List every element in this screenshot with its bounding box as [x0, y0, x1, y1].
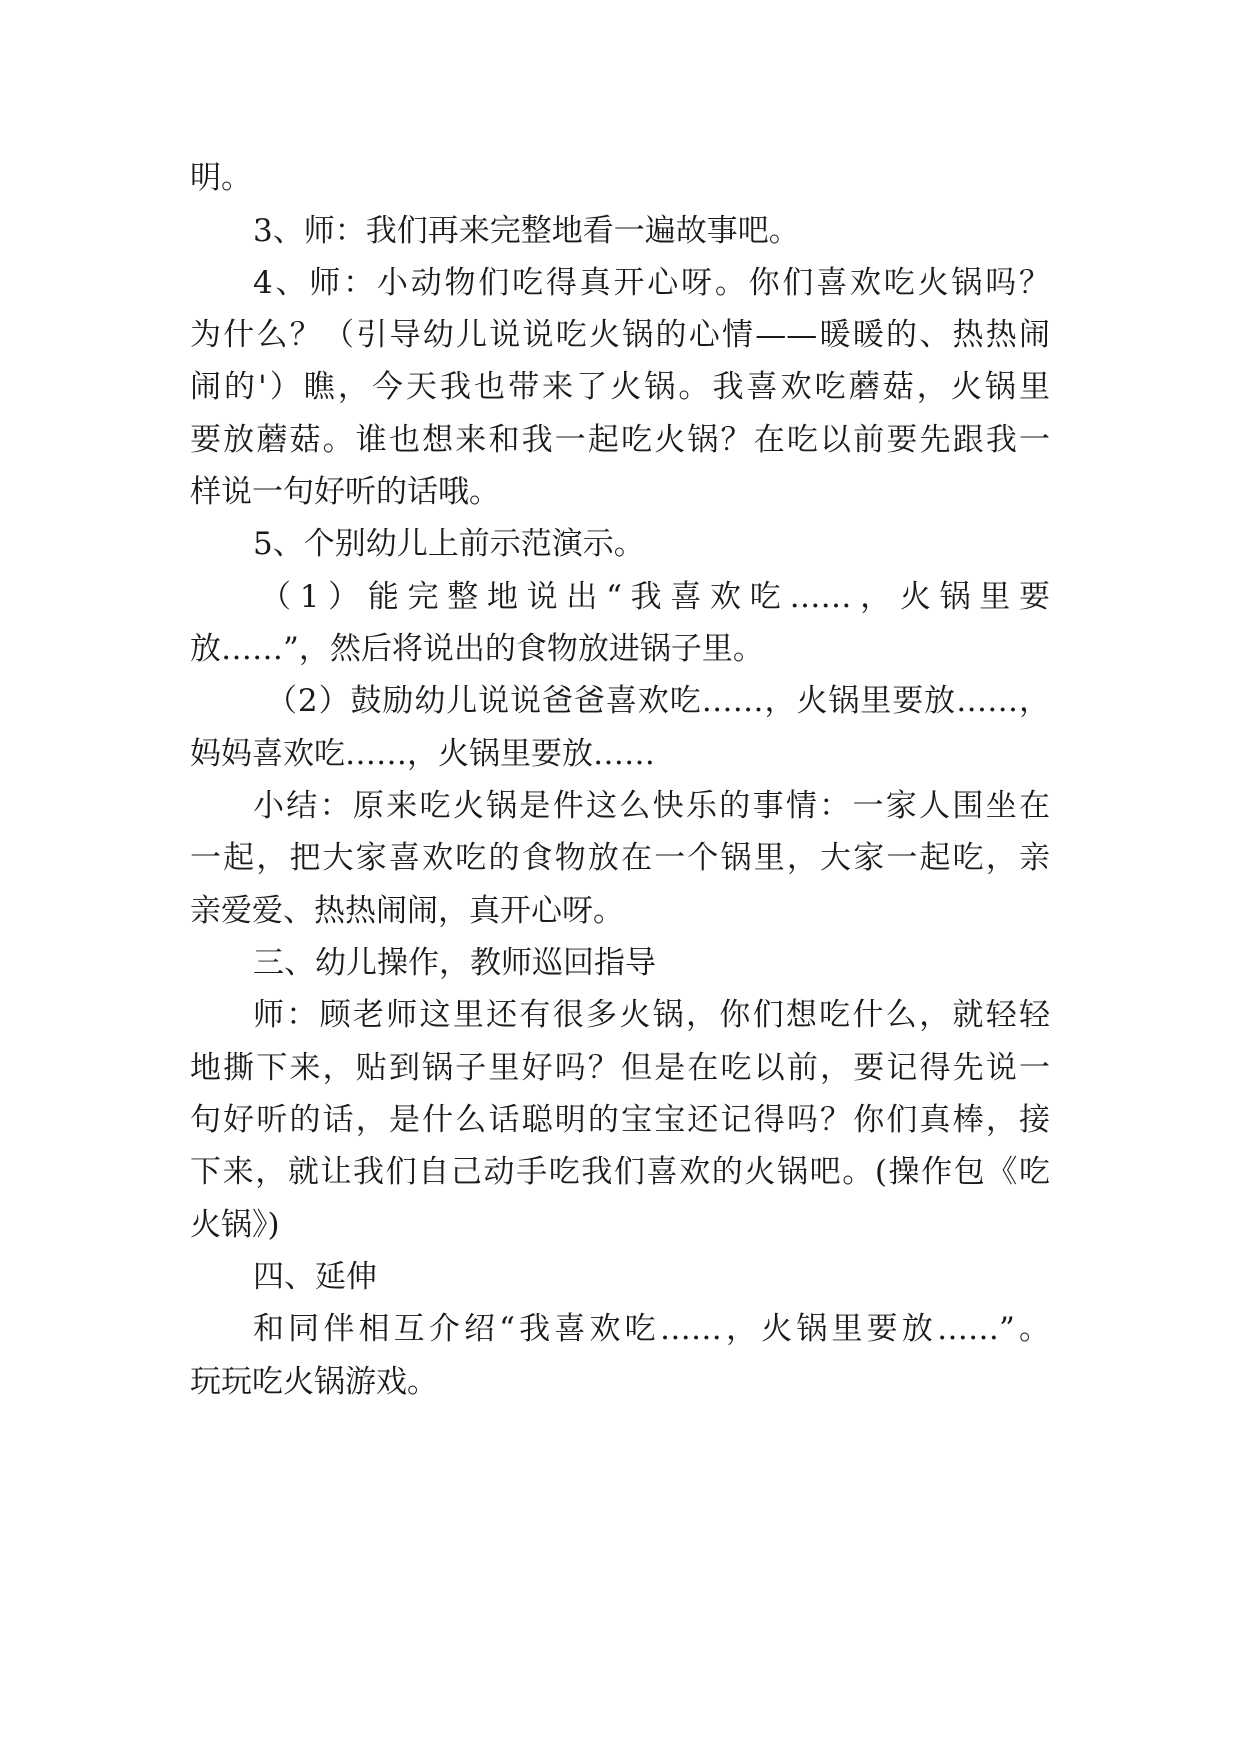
text-line: 三、幼儿操作，教师巡回指导: [253, 945, 656, 981]
text-line: 4、师：小动物们吃得真开心呀。你们喜欢吃火锅吗？: [253, 265, 1050, 301]
text-line: 亲爱爱、热热闹闹，真开心呀。: [190, 893, 624, 929]
text-line: 火锅》): [190, 1207, 280, 1243]
text-line: 放……”，然后将说出的食物放进锅子里。: [190, 631, 764, 667]
text-line: 小结：原来吃火锅是件这么快乐的事情：一家人围坐在: [253, 788, 1050, 824]
text-line: 地撕下来，贴到锅子里好吗？但是在吃以前，要记得先说一: [190, 1050, 1050, 1086]
text-line: （2）鼓励幼儿说说爸爸喜欢吃……，火锅里要放……，: [266, 683, 1050, 719]
text-line: 和同伴相互介绍“我喜欢吃……，火锅里要放……”。: [253, 1311, 1050, 1347]
text-line: 句好听的话，是什么话聪明的宝宝还记得吗？你们真棒，接: [190, 1102, 1050, 1138]
text-line: 样说一句好听的话哦。: [190, 474, 500, 510]
text-line: 玩玩吃火锅游戏。: [190, 1364, 438, 1400]
text-line: 要放蘑菇。谁也想来和我一起吃火锅？在吃以前要先跟我一: [190, 422, 1050, 458]
text-line: 下来，就让我们自己动手吃我们喜欢的火锅吧。(操作包《吃: [190, 1154, 1050, 1190]
text-line: （1）能完整地说出“我喜欢吃……，火锅里要: [260, 579, 1050, 615]
text-line: 妈妈喜欢吃……，火锅里要放……: [190, 736, 655, 772]
text-line: 闹的'）瞧，今天我也带来了火锅。我喜欢吃蘑菇，火锅里: [190, 369, 1050, 405]
text-line: 四、延伸: [253, 1259, 377, 1295]
text-line: 5、个别幼儿上前示范演示。: [253, 526, 645, 562]
text-line: 为什么？（引导幼儿说说吃火锅的心情——暖暖的、热热闹: [190, 317, 1050, 353]
text-line: 3、师：我们再来完整地看一遍故事吧。: [253, 213, 800, 249]
text-line: 师：顾老师这里还有很多火锅，你们想吃什么，就轻轻: [253, 997, 1050, 1033]
text-line: 明。: [190, 160, 252, 196]
text-line: 一起，把大家喜欢吃的食物放在一个锅里，大家一起吃，亲: [190, 840, 1050, 876]
